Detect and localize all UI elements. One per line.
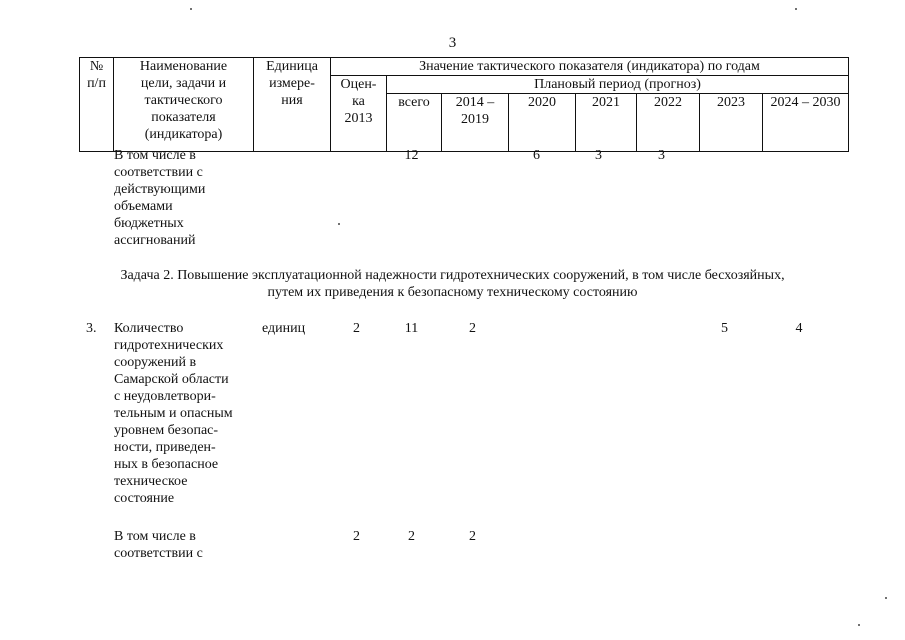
header-2023: 2023 xyxy=(700,94,763,152)
row-4-total: 2 xyxy=(408,529,415,544)
header-2020: 2020 xyxy=(509,94,576,152)
header-num: № п/п xyxy=(80,58,114,152)
row-4-estimate: 2 xyxy=(353,529,360,544)
header-unit: Единица измере- ния xyxy=(254,58,331,152)
task-2-heading: Задача 2. Повышение эксплуатационной надежности гидротехнических сооружений, в том числе бесхозяйных, путем их приведения к безопасному техническому состоянию xyxy=(120,268,785,300)
scan-speck xyxy=(858,624,860,626)
row-3-unit: единиц xyxy=(262,321,306,336)
row-3-2023: 5 xyxy=(721,321,728,336)
header-2021: 2021 xyxy=(576,94,637,152)
row-3-2014-2019: 2 xyxy=(469,321,476,336)
scan-speck xyxy=(190,8,192,10)
header-value-group: Значение тактического показателя (индикатора) по годам xyxy=(331,58,849,76)
header-name: Наименование цели, задачи и тактического показателя (индикатора) xyxy=(114,58,254,152)
indicator-table-header xyxy=(79,57,849,152)
row-budget-2022: 3 xyxy=(658,148,665,163)
row-4-name: В том числе в соответствии с xyxy=(114,529,203,561)
header-2014-2019: 2014 – 2019 xyxy=(442,94,509,152)
header-total: всего xyxy=(387,94,442,152)
row-3-num: 3. xyxy=(86,321,97,336)
header-2024-2030: 2024 – 2030 xyxy=(763,94,849,152)
row-budget-2021: 3 xyxy=(595,148,602,163)
row-budget-total: 12 xyxy=(404,148,419,163)
header-2022: 2022 xyxy=(637,94,700,152)
scan-speck xyxy=(338,223,340,225)
row-3-total: 11 xyxy=(404,321,419,336)
row-3-name: Количество гидротехнических сооружений в Самарской области с неудовлетвори- тельным и опасным уровнем безопас- ности, приведен- ных в безопасное техническое состояние xyxy=(114,321,233,506)
row-4-2014-2019: 2 xyxy=(469,529,476,544)
row-3-2024-2030: 4 xyxy=(795,321,803,336)
page-number: 3 xyxy=(448,35,457,51)
row-3-estimate: 2 xyxy=(353,321,360,336)
header-planned-group: Плановый период (прогноз) xyxy=(387,76,849,94)
row-budget-2020: 6 xyxy=(533,148,540,163)
header-estimate: Оцен- ка 2013 xyxy=(331,76,387,152)
scan-speck xyxy=(795,8,797,10)
row-budget-name: В том числе в соответствии с действующими объемами бюджетных ассигнований xyxy=(114,148,206,248)
scan-speck xyxy=(885,597,887,599)
